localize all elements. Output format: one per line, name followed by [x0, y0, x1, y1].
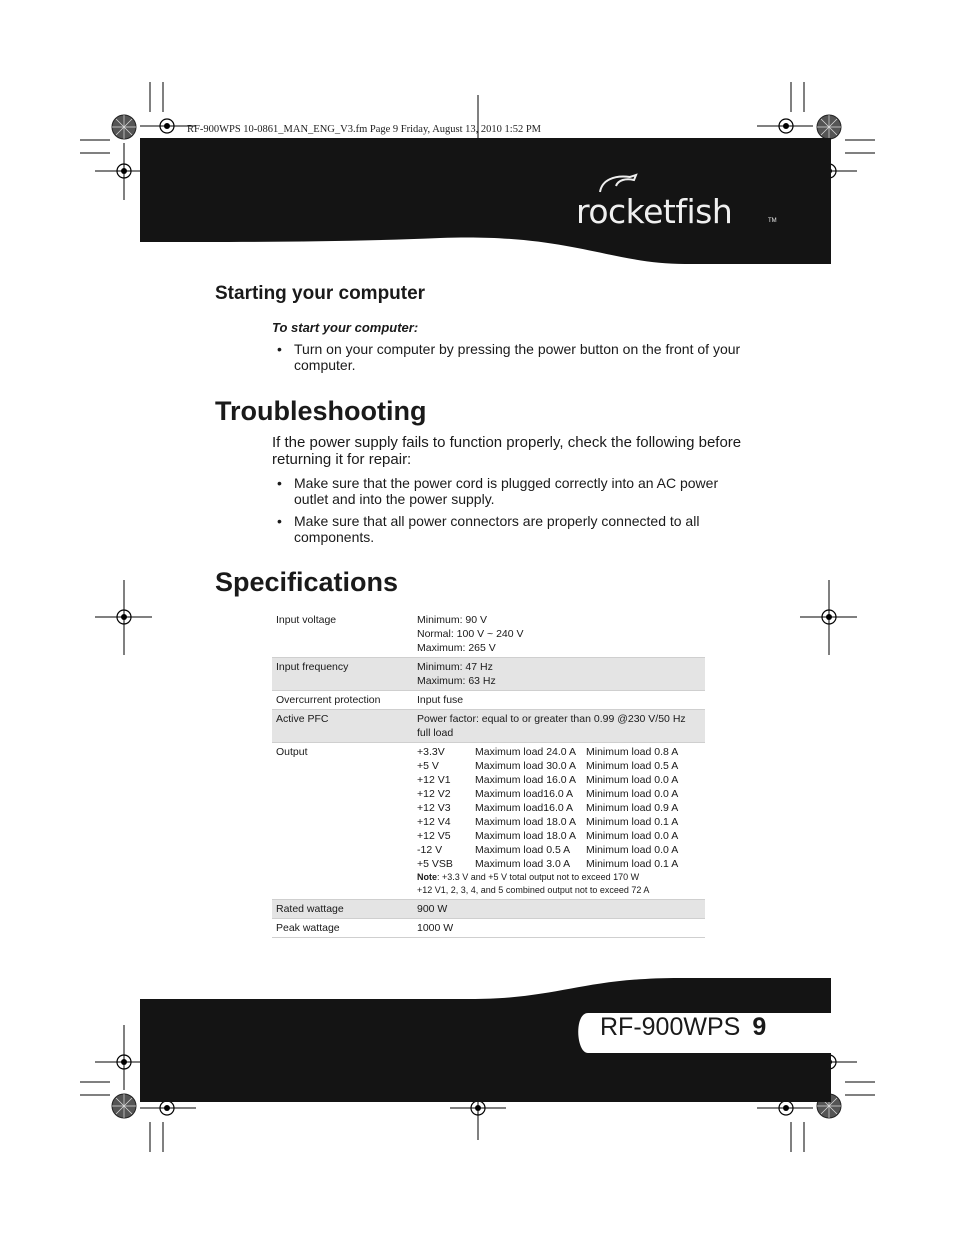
- output-row: +12 V4 Maximum load 18.0 A Minimum load 0.1 A: [417, 816, 679, 828]
- output-note-2: +12 V1, 2, 3, 4, and 5 combined output not to exceed 72 A: [417, 885, 650, 895]
- table-row: [272, 919, 705, 938]
- bullet-marker: •: [277, 475, 282, 491]
- output-row: +3.3V Maximum load 24.0 A Minimum load 0.8 A: [417, 746, 679, 758]
- spec-label: Input voltage: [272, 611, 413, 658]
- spec-label: Input frequency: [272, 658, 413, 691]
- output-row: -12 V Maximum load 0.5 A Minimum load 0.0 A: [417, 844, 679, 856]
- bullet-marker: •: [277, 513, 282, 529]
- output-note: Note: +3.3 V and +5 V total output not to exceed 170 W: [417, 872, 640, 882]
- spec-value: Minimum: 47 Hz Maximum: 63 Hz: [413, 658, 705, 691]
- logo-trademark: TM: [768, 218, 777, 224]
- spec-label: Rated wattage: [272, 900, 413, 919]
- spec-label: Output: [272, 743, 413, 900]
- model-name: RF-900WPS: [600, 1013, 741, 1041]
- bullet-start: Turn on your computer by pressing the power button on the front of your computer.: [294, 341, 741, 373]
- bullet-marker: •: [277, 341, 282, 357]
- output-row: +12 V2 Maximum load16.0 A Minimum load 0.0 A: [417, 788, 679, 800]
- spec-value: 900 W: [413, 900, 705, 919]
- subheading-start: To start your computer:: [272, 320, 419, 335]
- spec-label: Overcurrent protection: [272, 691, 413, 710]
- spec-value: Input fuse: [413, 691, 705, 710]
- spec-value: Minimum: 90 V Normal: 100 V ~ 240 V Maximum: 265 V: [413, 611, 705, 658]
- output-row: +5 VSB Maximum load 3.0 A Minimum load 0.1 A: [417, 858, 679, 870]
- table-row: [272, 710, 705, 743]
- heading-starting: Starting your computer: [215, 283, 426, 304]
- output-row: +12 V3 Maximum load16.0 A Minimum load 0.9 A: [417, 802, 679, 814]
- table-row: [272, 611, 705, 658]
- output-row: +5 V Maximum load 30.0 A Minimum load 0.5 A: [417, 760, 679, 772]
- table-row: [272, 658, 705, 691]
- spec-label: Active PFC: [272, 710, 413, 743]
- spec-value-output: [413, 743, 705, 900]
- table-row: [272, 900, 705, 919]
- heading-troubleshooting: Troubleshooting: [215, 396, 427, 426]
- table-row: [272, 743, 705, 900]
- spec-value: Power factor: equal to or greater than 0.99 @230 V/50 Hz full load: [413, 710, 705, 743]
- output-row: +12 V1 Maximum load 16.0 A Minimum load 0.0 A: [417, 774, 679, 786]
- table-row: [272, 691, 705, 710]
- heading-specifications: Specifications: [215, 567, 399, 597]
- page-number: 9: [752, 1013, 767, 1041]
- logo: rocketfish: [576, 192, 733, 231]
- file-slug: RF-900WPS 10-0861_MAN_ENG_V3.fm Page 9 Friday, August 13, 2010 1:52 PM: [187, 124, 541, 135]
- spec-table: [272, 611, 705, 938]
- bullet-trouble-2: Make sure that all power connectors are properly connected to all components.: [294, 513, 700, 545]
- output-row: +12 V5 Maximum load 18.0 A Minimum load 0.0 A: [417, 830, 679, 842]
- bullet-trouble-1: Make sure that the power cord is plugged correctly into an AC power outlet and into the power supply.: [294, 475, 719, 507]
- spec-label: Peak wattage: [272, 919, 413, 938]
- spec-value: 1000 W: [413, 919, 705, 938]
- troubleshooting-intro: If the power supply fails to function properly, check the following before returning it for repair:: [272, 434, 742, 468]
- page-footer: [600, 1013, 766, 1042]
